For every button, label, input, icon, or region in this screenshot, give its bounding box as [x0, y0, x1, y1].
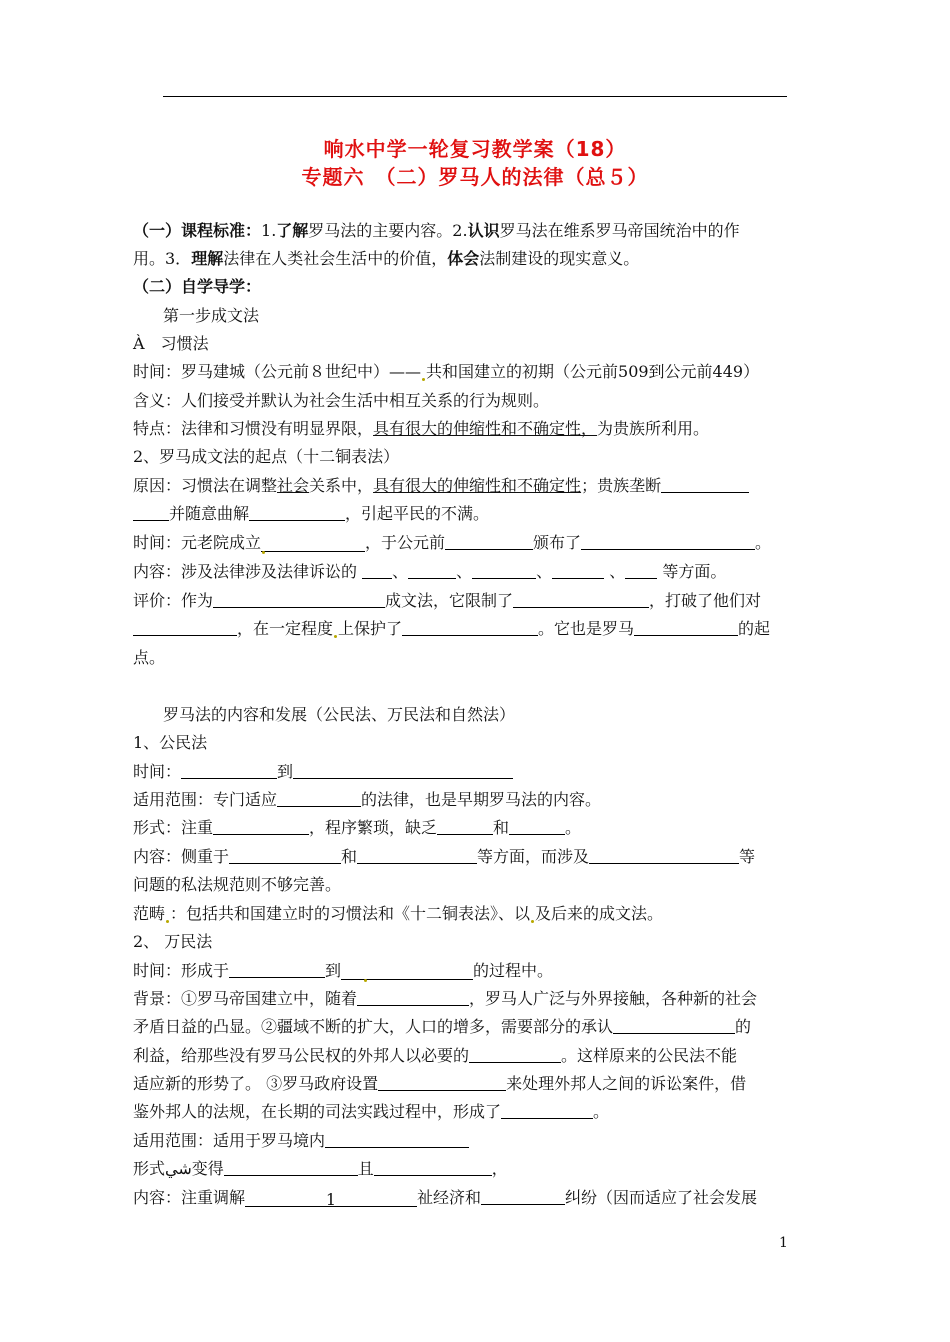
written-content: 内容：涉及法律涉及法律诉讼的 、 、 、 、 等方面。 [133, 562, 727, 581]
list-marker: À [133, 334, 145, 353]
blank[interactable] [293, 762, 513, 779]
blank[interactable] [501, 1102, 593, 1119]
blank[interactable] [625, 562, 657, 579]
nations-content: 内容：注重调解 1 祉经济和 纠纷（因而适应了社会发展 [133, 1188, 758, 1209]
section-label: （一）课程标准： [133, 221, 262, 240]
written-time: 时间：元老院成立 ，于公元前 颁布了 。 [133, 533, 772, 552]
self-study-heading: （二）自学导学： [133, 277, 262, 296]
blank[interactable] [261, 535, 365, 552]
civil-scope: 适用范围：专门适应 的法律，也是早期罗马法的内容。 [133, 790, 602, 809]
blank[interactable] [341, 963, 473, 980]
blank[interactable] [513, 591, 649, 608]
nations-bg-4: 适应新的形势了。 ③罗马政府设置 来处理外邦人之间的诉讼案件，借 [133, 1074, 747, 1093]
nations-time: 时间：形成于 到 的过程中。 [133, 961, 554, 980]
civil-range: 范畴 ：包括共和国建立时的习惯法和《十二铜表法》、以 及后来的成文法。 [133, 904, 664, 923]
written-eval-2: ，在一定程度 上保护了 。它也是罗马 的起 [133, 619, 770, 639]
blank[interactable] [634, 619, 738, 636]
blank[interactable] [374, 1159, 492, 1176]
page-number: 1 [779, 1235, 788, 1251]
blank[interactable] [408, 562, 456, 579]
blank[interactable] [509, 818, 565, 835]
blank[interactable] [213, 591, 385, 608]
blank[interactable] [613, 1017, 735, 1034]
header-rule [163, 96, 787, 97]
habit-law-heading: À 习惯法 [133, 334, 209, 353]
document-subtitle: 专题六 （二）罗马人的法律（总５） [301, 165, 649, 189]
civil-content-1: 内容：侧重于 和 等方面，而涉及 等 [133, 847, 756, 866]
step-heading: 第一步成文法 [163, 306, 260, 325]
blank[interactable] [589, 847, 739, 864]
course-standard-line-1: （一）课程标准：1.了解罗马法的主要内容。2.认识罗马法在维系罗马帝国统治中的作 [133, 221, 740, 240]
blank[interactable] [133, 619, 237, 636]
blank[interactable] [133, 504, 169, 521]
blank[interactable] [249, 504, 345, 521]
blank[interactable] [213, 818, 309, 835]
blank[interactable] [229, 961, 325, 978]
nations-bg-1: 背景：①罗马帝国建立中，随着 ，罗马人广泛与外界接触，各种新的社会 [133, 989, 758, 1008]
written-reason-1: 原因：习惯法在调整社会关系中，具有很大的伸缩性和不确定性；贵族垄断 [133, 476, 749, 496]
blank[interactable] [552, 562, 604, 579]
document-title: 响水中学一轮复习教学案（18） [323, 137, 627, 161]
nations-bg-2: 矛盾日益的凸显。②疆域不断的扩大，人口的增多，需要部分的承认 的 [133, 1017, 752, 1036]
nations-law-heading: 2、 万民法 [133, 932, 213, 951]
blank[interactable] [357, 989, 469, 1006]
habit-feature: 特点：法律和习惯没有明显界限，具有很大的伸缩性和不确定性，为贵族所利用。 [133, 419, 710, 438]
civil-law-heading: 1、公民法 [133, 733, 208, 752]
blank[interactable] [437, 818, 493, 835]
nations-scope: 适用范围：适用于罗马境内 [133, 1131, 469, 1151]
blank[interactable] [325, 1131, 469, 1148]
blank[interactable] [481, 1188, 565, 1205]
blank[interactable] [181, 762, 277, 779]
blank[interactable]: 1 [245, 1190, 417, 1207]
blank[interactable] [277, 790, 361, 807]
written-eval-1: 评价：作为 成文法，它限制了 ，打破了他们对 [133, 591, 762, 610]
written-reason-2: 并随意曲解 ，引起平民的不满。 [133, 504, 489, 524]
civil-time: 时间： 到 [133, 762, 513, 782]
habit-meaning: 含义：人们接受并默认为社会生活中相互关系的行为规则。 [133, 391, 550, 410]
nations-bg-3: 利益，给那些没有罗马公民权的外邦人以必要的 。这样原来的公民法不能 [133, 1046, 738, 1065]
blank[interactable] [362, 562, 392, 579]
habit-time: 时间：罗马建城（公元前８世纪中）—— 共和国建立的初期（公元前509到公元前449） [133, 362, 760, 381]
blank[interactable] [445, 533, 533, 550]
nations-bg-5: 鉴外邦人的法规，在长期的司法实践过程中，形成了 。 [133, 1102, 610, 1121]
blank[interactable] [661, 476, 749, 493]
written-eval-3: 点。 [133, 648, 166, 667]
blank[interactable] [357, 847, 477, 864]
blank[interactable] [581, 533, 755, 550]
civil-content-2: 问题的私法规范则不够完善。 [133, 875, 342, 894]
blank[interactable] [229, 847, 341, 864]
civil-form: 形式：注重 ，程序繁琐，缺乏 和 。 [133, 818, 582, 837]
blank[interactable] [224, 1159, 358, 1176]
written-law-heading: 2、罗马成文法的起点（十二铜表法） [133, 447, 400, 466]
course-standard-line-2: 用。3．理解法律在人类社会生活中的价值，体会法制建设的现实意义。 [133, 249, 640, 268]
blank[interactable] [378, 1074, 506, 1091]
nations-form: 形式شي变得 且 ， [133, 1159, 508, 1178]
blank[interactable] [402, 619, 538, 636]
blank[interactable] [472, 562, 536, 579]
content-dev-heading: 罗马法的内容和发展（公民法、万民法和自然法） [163, 705, 516, 724]
blank[interactable] [469, 1046, 561, 1063]
